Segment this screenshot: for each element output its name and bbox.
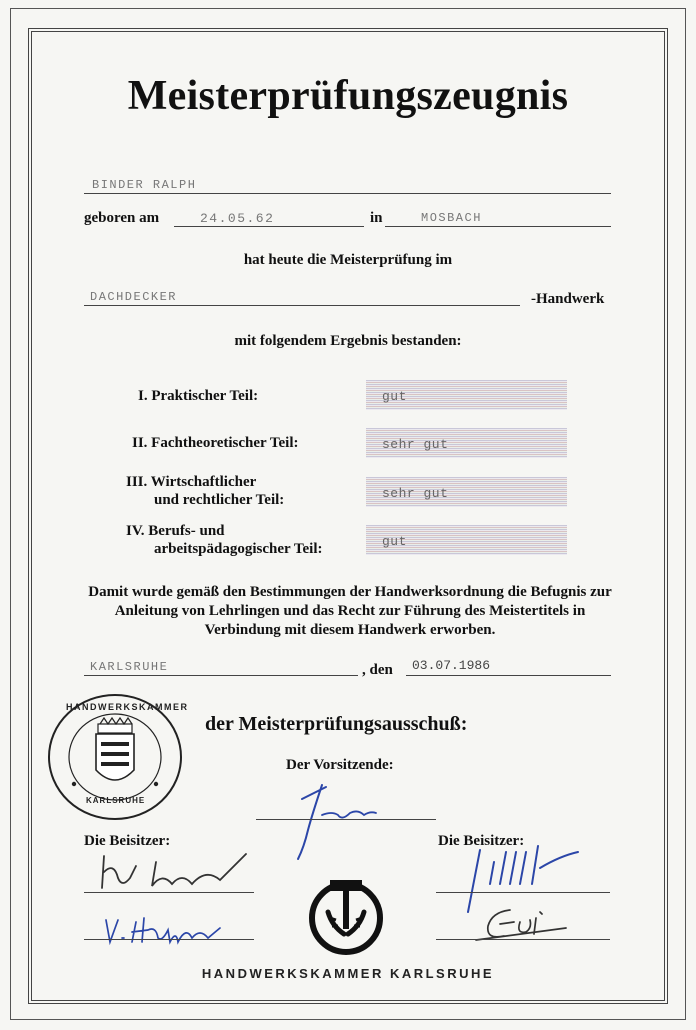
assessor-left-line-2 [84,939,254,940]
result-3-label [126,473,284,509]
exam-line: hat heute die Meisterprüfung im [243,252,453,268]
assessor-right-line-1 [436,892,610,893]
result-2-grade: sehr gut [382,437,449,452]
assessor-right-line-2 [436,939,610,940]
result-3-grade-box [366,477,567,507]
assessor-right-label: Die Beisitzer: [438,833,525,849]
result-line: mit folgendem Ergebnis bestanden: [234,333,462,349]
result-3-label-line1: III. Wirtschaftlicher [126,474,257,490]
guild-logo [306,876,386,956]
result-4-label-line2: arbeitspädagogischer Teil: [154,541,323,557]
trade-suffix: -Handwerk [531,291,605,307]
date-label: , den [362,662,393,678]
seal-text-bottom: KARLSRUHE [86,796,146,805]
statement: Damit wurde gemäß den Bestimmungen der Handwerksordnung die Befugnis zur Anleitung von Lehrlingen und das Recht zur Führung des Meistertitels in Verbindung mit diesem Handwerk erworben. [88,584,612,638]
born-place: MOSBACH [421,211,482,225]
footer-chamber-name: HANDWERKSKAMMER KARLSRUHE [201,966,495,981]
trade-value: DACHDECKER [90,290,178,304]
in-label: in [370,210,383,226]
result-1-grade-box [366,380,567,410]
chair-label: Der Vorsitzende: [286,757,394,773]
committee-heading: der Meisterprüfungsausschuß: [205,713,468,735]
place-line [84,660,358,676]
born-label: geboren am [84,210,160,226]
trade-line [84,290,520,306]
result-4-grade: gut [382,534,407,549]
certificate-title: Meisterprüfungszeugnis [127,73,569,119]
assessor-left-signature-1 [96,848,256,894]
place-value: KARLSRUHE [90,660,169,674]
born-date-line [174,210,364,227]
born-date: 24.05.62 [200,211,275,226]
seal-text-top: HANDWERKSKAMMER [66,702,189,712]
born-place-line [385,210,611,227]
assessor-left-signature-2 [96,908,256,948]
name-value: BINDER RALPH [92,178,197,192]
result-4-label-line1: IV. Berufs- und [126,523,225,539]
assessor-left-line-1 [84,892,254,893]
chair-signature [292,775,392,865]
name-line [84,178,611,194]
result-4-grade-box [366,525,567,555]
result-3-label-line2: und rechtlicher Teil: [154,492,285,508]
chair-signature-line [256,819,436,820]
result-4-label [126,522,323,558]
result-2-grade-box [366,428,567,458]
assessor-left-label: Die Beisitzer: [84,833,171,849]
result-1-grade: gut [382,389,407,404]
result-2-label: II. Fachtheoretischer Teil: [132,435,299,451]
date-value: 03.07.1986 [412,658,491,673]
date-line [406,658,611,676]
result-3-grade: sehr gut [382,486,449,501]
result-1-label: I. Praktischer Teil: [138,388,259,404]
